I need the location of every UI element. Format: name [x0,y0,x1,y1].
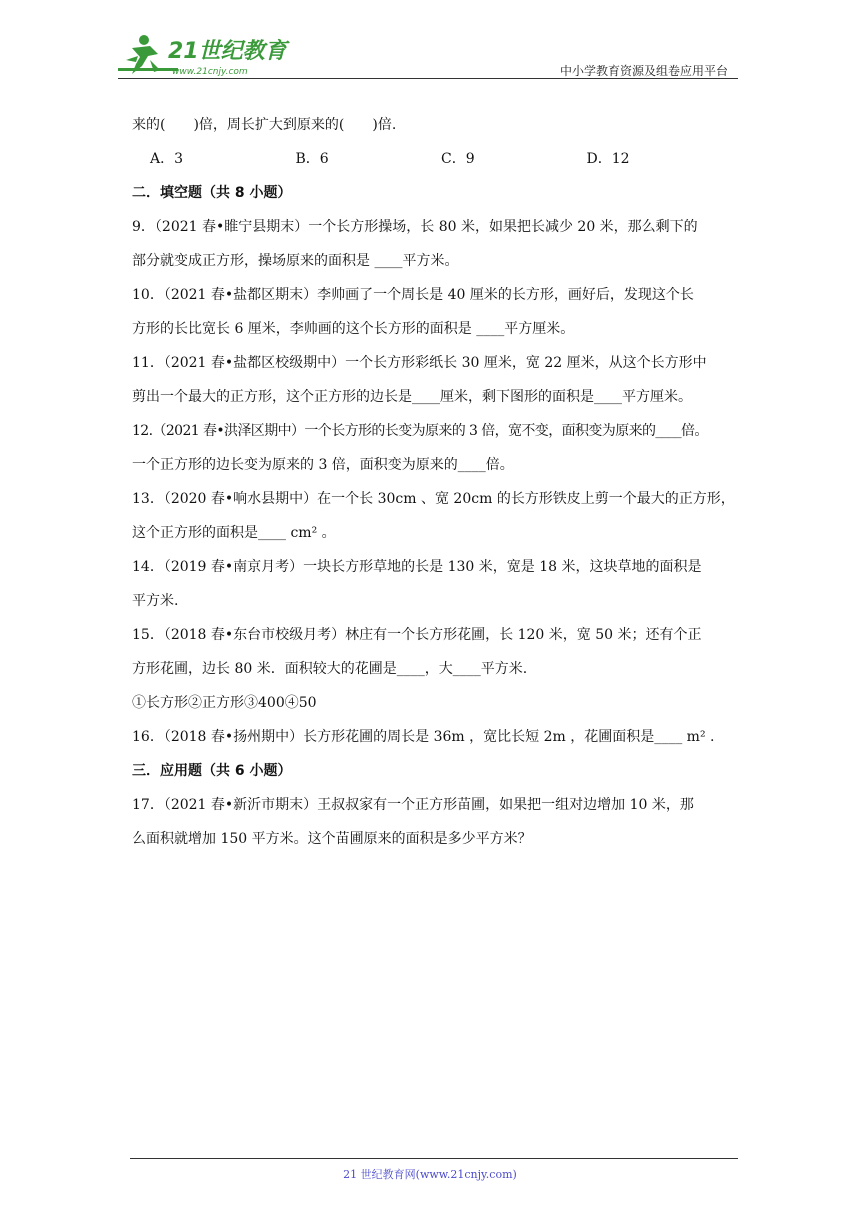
q10-line1: 10．（2021 春•盐都区期末）李帅画了一个周长是 40 厘米的长方形，画好后，发现这个长 [132,287,694,303]
q13-line2: 这个正方形的面积是____ cm² 。 [132,525,336,541]
q8-continuation: 来的( )倍，周长扩大到原来的( )倍. [132,117,397,133]
q11-line1: 11．（2021 春•盐都区校级期中）一个长方形彩纸长 30 厘米，宽 22 厘米，从这个长方形中 [132,355,707,371]
option-c: C．9 [441,151,475,167]
q15-line2: 方形花圃，边长 80 米．面积较大的花圃是____，大____平方米. [132,661,528,677]
option-d: D．12 [586,151,630,167]
logo-url: www.21cnjy.com [172,67,248,77]
section-application-title: 三．应用题（共 6 小题） [132,763,292,779]
q12-line1: 12.（2021 春•洪泽区期中）一个长方形的长变为原来的 3 倍，宽不变，面积变为原来的____倍。 [132,423,708,439]
page-header [118,30,738,82]
q16-line: 16．（2018 春•扬州期中）长方形花圃的周长是 36m ，宽比长短 2m ，花圃面积是____ m² . [132,729,715,745]
q11-line2: 剪出一个最大的正方形，这个正方形的边长是____厘米，剩下图形的面积是____平方厘米。 [132,389,692,405]
option-a: A．3 [150,151,184,167]
q17-line1: 17．（2021 春•新沂市期末）王叔叔家有一个正方形苗圃，如果把一组对边增加 10 米，那 [132,797,694,813]
question-content [132,108,735,856]
q8-options [132,142,732,176]
q10-line2: 方形的长比宽长 6 厘米，李帅画的这个长方形的面积是 ____平方厘米。 [132,321,575,337]
q14-line1: 14．（2019 春•南京月考）一块长方形草地的长是 130 米，宽是 18 米，这块草地的面积是 [132,559,702,575]
section-fill-in-title: 二．填空题（共 8 小题） [132,185,292,201]
q14-line2: 平方米. [132,593,179,609]
header-platform-name: 中小学教育资源及组卷应用平台 [559,64,728,78]
logo-title: 21世纪教育 [168,39,287,64]
q13-line1: 13．（2020 春•响水县期中）在一个长 30cm 、宽 20cm 的长方形铁皮上剪一个最大的正方形， [132,491,735,507]
option-b: B．6 [295,151,329,167]
q15-choices: ①长方形②正方形③400④50 [132,695,317,711]
q9-line2: 部分就变成正方形，操场原来的面积是 ____平方米。 [132,253,459,269]
q17-line2: 么面积就增加 150 平方米。这个苗圃原来的面积是多少平方米？ [132,831,532,847]
logo-21cnjy [118,30,298,80]
footer-text: 21 世纪教育网(www.21cnjy.com) [343,1168,517,1181]
footer-divider [130,1158,738,1159]
q9-line1: 9．（2021 春•睢宁县期末）一个长方形操场，长 80 米，如果把长减少 20 米，那么剩下的 [132,219,698,235]
q15-line1: 15．（2018 春•东台市校级月考）林庄有一个长方形花圃，长 120 米，宽 50 米；还有个正 [132,627,702,643]
q12-line2: 一个正方形的边长变为原来的 3 倍，面积变为原来的____倍。 [132,457,514,473]
header-divider [118,78,738,79]
